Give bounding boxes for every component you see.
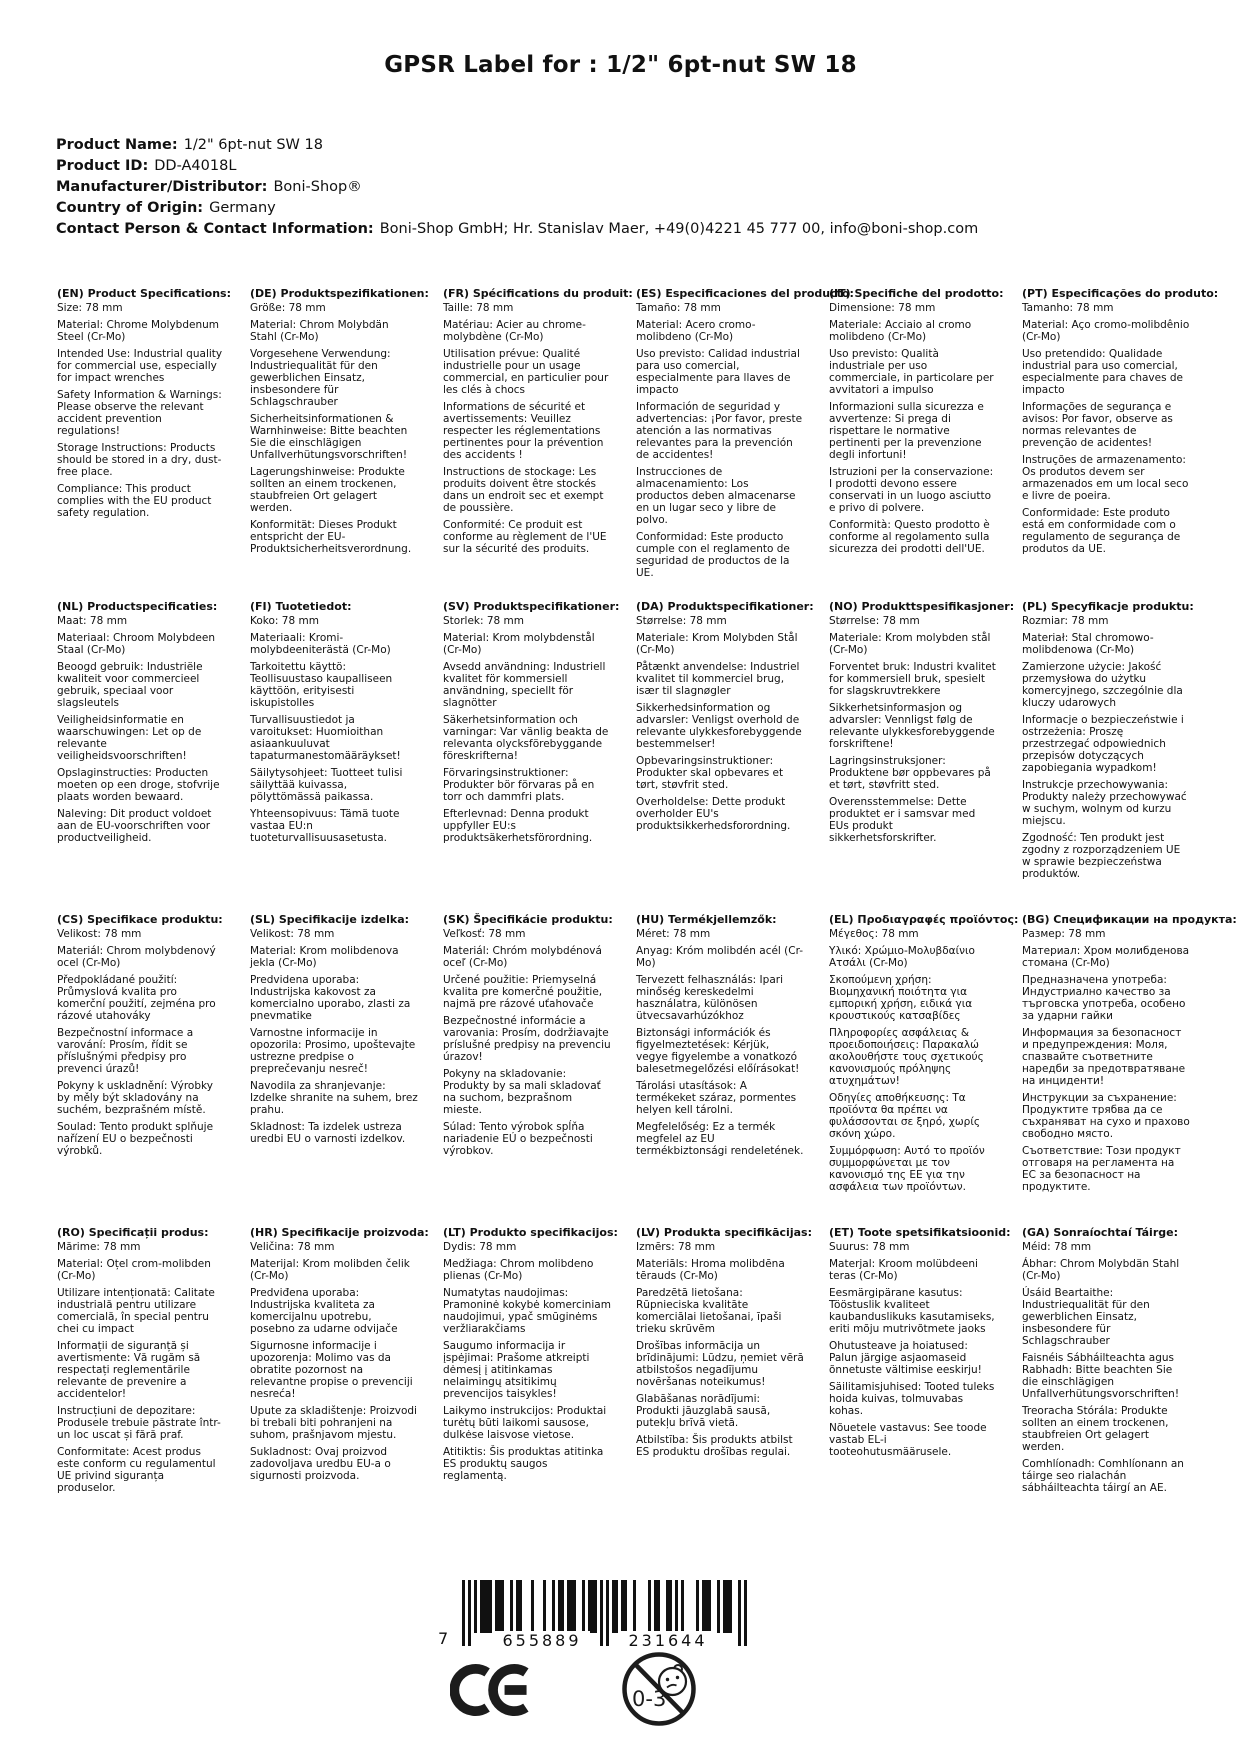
- section-header: (PT) Especificações do produto:: [1022, 287, 1219, 300]
- spec-paragraph: Drošības informācija un brīdinājumi: Lūdzu, ņemiet vērā atbilstošos negadījumu novēršanas noteikumus!: [636, 1340, 804, 1388]
- age-warning-0-3-icon: [620, 1650, 698, 1732]
- section-body: [829, 615, 997, 844]
- spec-paragraph: Materijal: Krom molibden čelik (Cr-Mo): [250, 1258, 410, 1282]
- section-header: (LT) Produkto specifikacijos:: [443, 1226, 618, 1239]
- spec-paragraph: Zamierzone użycie: Jakość przemysłowa do użytku komercyjnego, szczególnie dla kluczy udarowych: [1022, 661, 1183, 709]
- spec-paragraph: Materiaal: Chroom Molybdeen Staal (Cr-Mo): [57, 632, 215, 656]
- spec-paragraph: Tamaño: 78 mm: [636, 302, 721, 314]
- section-body: [57, 302, 225, 519]
- spec-paragraph: Material: Chrome Molybdenum Steel (Cr-Mo): [57, 319, 219, 343]
- spec-paragraph: Conformidad: Este producto cumple con el reglamento de seguridad de productos de la UE.: [636, 531, 790, 579]
- spec-paragraph: Conformidade: Este produto está em conformidade com o regulamento de segurança de produtos da UE.: [1022, 507, 1181, 555]
- spec-paragraph: Material: Krom molibdenova jekla (Cr-Mo): [250, 945, 399, 969]
- spec-paragraph: Upute za skladištenje: Proizvodi bi trebali biti pohranjeni na suhom, prašnjavom mjestu.: [250, 1405, 417, 1441]
- spec-paragraph: Pokyny k uskladnění: Výrobky by měly být skladovány na suchém, bezprašném místě.: [57, 1080, 213, 1116]
- spec-paragraph: Οδηγίες αποθήκευσης: Τα προϊόντα θα πρέπει να φυλάσσονται σε ξηρό, χωρίς σκόνη χώρο.: [829, 1092, 981, 1140]
- spec-paragraph: Размер: 78 mm: [1022, 928, 1106, 940]
- spec-paragraph: Úsáid Beartaithe: Industriequalität für den gewerblichen Einsatz, insbesondere für Schlagschrauber: [1022, 1287, 1150, 1347]
- spec-paragraph: Materjal: Kroom molübdeeni teras (Cr-Mo): [829, 1258, 978, 1282]
- spec-paragraph: Saugumo informacija ir įspėjimai: Prašome atkreipti dėmesį į atitinkamas nelaimingų atsitikimų prevencijos taisykles!: [443, 1340, 590, 1400]
- spec-paragraph: Súlad: Tento výrobok spĺňa nariadenie EÚ o bezpečnosti výrobkov.: [443, 1121, 593, 1157]
- spec-paragraph: Biztonsági információk és figyelmeztetések: Kérjük, vegye figyelembe a vonatkozó balesetmegelőzési előírásokat!: [636, 1027, 800, 1075]
- lang-section-pt: [1022, 287, 1219, 600]
- spec-paragraph: Bezpečnostní informace a varování: Prosím, řídit se příslušnými předpisy pro prevenci úrazů!: [57, 1027, 194, 1075]
- origin-line: [56, 198, 978, 219]
- spec-paragraph: Utilizare intenționată: Calitate industrială pentru utilizare comercială, în special pentru chei cu impact: [57, 1287, 215, 1335]
- section-header: (NL) Productspecificaties:: [57, 600, 218, 613]
- spec-paragraph: Paredzētā lietošana: Rūpnieciska kvalitāte komerciālai lietošanai, īpaši trieku skrūvēm: [636, 1287, 782, 1335]
- spec-paragraph: Conformitate: Acest produs este conform cu regulamentul UE privind siguranța produselor.: [57, 1446, 216, 1494]
- spec-paragraph: Navodila za shranjevanje: Izdelke shranite na suhem, brez prahu.: [250, 1080, 418, 1116]
- spec-paragraph: Istruzioni per la conservazione: I prodotti devono essere conservati in un luogo asciutto e privo di polvere.: [829, 466, 994, 514]
- contact-label: Contact Person & Contact Information:: [56, 221, 374, 237]
- spec-paragraph: Ábhar: Chrom Molybdän Stahl (Cr-Mo): [1022, 1258, 1180, 1282]
- section-header: (ES) Especificaciones del producto:: [636, 287, 854, 300]
- spec-paragraph: Инструкции за съхранение: Продуктите трябва да се съхраняват на сухо и прахово свободно място.: [1022, 1092, 1190, 1140]
- spec-paragraph: Intended Use: Industrial quality for commercial use, especially for impact wrenches: [57, 348, 223, 384]
- spec-paragraph: Zgodność: Ten produkt jest zgodny z rozporządzeniem UE w sprawie bezpieczeństwa produktów.: [1022, 832, 1181, 880]
- manufacturer-label: Manufacturer/Distributor:: [56, 179, 268, 195]
- lang-section-pl: [1022, 600, 1194, 913]
- spec-paragraph: Taille: 78 mm: [443, 302, 514, 314]
- spec-paragraph: Atbilstība: Šis produkts atbilst ES produktu drošības regulai.: [636, 1434, 793, 1458]
- spec-paragraph: Yhteensopivuus: Tämä tuote vastaa EU:n tuoteturvallisuusasetusta.: [250, 808, 400, 844]
- spec-paragraph: Påtænkt anvendelse: Industriel kvalitet til kommerciel brug, især til slagnøgler: [636, 661, 800, 697]
- section-header: (DE) Produktspezifikationen:: [250, 287, 429, 300]
- spec-paragraph: Glabāšanas norādījumi: Produkti jāuzglabā sausā, putekļu brīvā vietā.: [636, 1393, 771, 1429]
- spec-paragraph: Material: Oțel crom-molibden (Cr-Mo): [57, 1258, 211, 1282]
- spec-paragraph: Material: Chrom Molybdän Stahl (Cr-Mo): [250, 319, 389, 343]
- lang-section-sl: [250, 913, 418, 1226]
- spec-paragraph: Pokyny na skladovanie: Produkty by sa mali skladovať na suchom, bezprašnom mieste.: [443, 1068, 601, 1116]
- spec-paragraph: Instrucciones de almacenamiento: Los productos deben almacenarse en un lugar seco y libre de polvo.: [636, 466, 796, 526]
- spec-paragraph: Materiale: Krom molybden stål (Cr-Mo): [829, 632, 991, 656]
- spec-paragraph: Beoogd gebruik: Industriële kwaliteit voor commercieel gebruik, speciaal voor slagsleutels: [57, 661, 203, 709]
- lang-section-da: [636, 600, 814, 913]
- section-header: (NO) Produkttspesifikasjoner:: [829, 600, 1015, 613]
- lang-section-lt: [443, 1226, 618, 1539]
- spec-paragraph: Anyag: Króm molibdén acél (Cr-Mo): [636, 945, 804, 969]
- spec-paragraph: Tarkoitettu käyttö: Teollisuustaso kaupalliseen käyttöön, erityisesti iskupistolles: [250, 661, 393, 709]
- spec-paragraph: Určené použitie: Priemyselná kvalita pre komerčné použitie, najmä pre rázové uťahovače: [443, 974, 603, 1010]
- spec-paragraph: Soulad: Tento produkt splňuje nařízení EU o bezpečnosti výrobků.: [57, 1121, 214, 1157]
- spec-paragraph: Uso previsto: Calidad industrial para uso comercial, especialmente para llaves de impacto: [636, 348, 800, 396]
- section-body: [443, 615, 611, 844]
- section-header: (HR) Specifikacije proizvoda:: [250, 1226, 429, 1239]
- section-body: [250, 302, 418, 555]
- spec-paragraph: Förvaringsinstruktioner: Produkter bör förvaras på en torr och dammfri plats.: [443, 767, 595, 803]
- section-body: [1022, 1241, 1190, 1494]
- section-header: (HU) Termékjellemzők:: [636, 913, 777, 926]
- section-header: (SV) Produktspecifikationer:: [443, 600, 620, 613]
- spec-paragraph: Faisnéis Sábháilteachta agus Rabhadh: Bitte beachten Sie die einschlägigen Unfallverhütungsvorschriften!: [1022, 1352, 1180, 1400]
- section-header: (LV) Produkta specifikācijas:: [636, 1226, 812, 1239]
- section-header: (FI) Tuotetiedot:: [250, 600, 352, 613]
- section-body: [250, 928, 418, 1145]
- spec-paragraph: Maat: 78 mm: [57, 615, 128, 627]
- lang-section-bg: [1022, 913, 1237, 1226]
- origin-value: Germany: [209, 200, 276, 216]
- spec-paragraph: Informations de sécurité et avertissements: Veuillez respecter les réglementations pertinentes pour la prévention des accidents !: [443, 401, 604, 461]
- spec-paragraph: Informații de siguranță și avertismente: Vă rugăm să respectați reglementările relevante de prevenire a accidentelor!: [57, 1340, 201, 1400]
- section-body: [636, 928, 804, 1157]
- spec-paragraph: Dydis: 78 mm: [443, 1241, 517, 1253]
- section-header: (SK) Špecifikácie produktu:: [443, 913, 613, 926]
- spec-paragraph: Lagringsinstruksjoner: Produktene bør oppbevares på et tørt, støvfritt sted.: [829, 755, 991, 791]
- product-name-line: [56, 135, 978, 156]
- spec-paragraph: Størrelse: 78 mm: [829, 615, 920, 627]
- origin-label: Country of Origin:: [56, 200, 204, 216]
- spec-paragraph: Varnostne informacije in opozorila: Prosimo, upoštevajte ustrezne predpise o preprečevanju nesreč!: [250, 1027, 416, 1075]
- spec-paragraph: Tervezett felhasználás: Ipari minőség kereskedelmi használatra, különösen ütvecsavarhúzókhoz: [636, 974, 783, 1022]
- spec-paragraph: Turvallisuustiedot ja varoitukset: Huomioithan asiaankuuluvat tapaturmanestomääräykset!: [250, 714, 401, 762]
- section-body: [829, 1241, 997, 1458]
- lang-section-sv: [443, 600, 620, 913]
- spec-paragraph: Uso pretendido: Qualidade industrial para uso comercial, especialmente para chaves de impacto: [1022, 348, 1184, 396]
- spec-paragraph: Utilisation prévue: Qualité industrielle pour un usage commercial, en particulier pour les clés à chocs: [443, 348, 609, 396]
- section-header: (RO) Specificații produs:: [57, 1226, 209, 1239]
- lang-section-ro: [57, 1226, 225, 1539]
- spec-paragraph: Предназначена употреба: Индустриално качество за търговска употреба, особено за ударни гайки: [1022, 974, 1186, 1022]
- spec-paragraph: Sigurnosne informacije i upozorenja: Molimo vas da obratite pozornost na relevantne propise o prevenciji nesreća!: [250, 1340, 413, 1400]
- spec-paragraph: Säilitamisjuhised: Tooted tuleks hoida kuivas, tolmuvabas kohas.: [829, 1381, 995, 1417]
- section-body: [636, 302, 804, 579]
- lang-section-hu: [636, 913, 804, 1226]
- spec-paragraph: Safety Information & Warnings: Please observe the relevant accident prevention regulations!: [57, 389, 222, 437]
- section-body: [57, 1241, 225, 1494]
- section-body: [57, 615, 225, 844]
- section-body: [250, 615, 418, 844]
- spec-paragraph: Storlek: 78 mm: [443, 615, 525, 627]
- spec-paragraph: Πληροφορίες ασφάλειας & προειδοποιήσεις: Παρακαλώ ακολουθήστε τους σχετικούς κανονισμούς πρόληψης ατυχημάτων!: [829, 1027, 984, 1087]
- lang-section-cs: [57, 913, 225, 1226]
- contact-line: [56, 219, 978, 240]
- lang-section-it: [829, 287, 1004, 600]
- spec-paragraph: Opslaginstructies: Producten moeten op een droge, stofvrije plaats worden bewaard.: [57, 767, 220, 803]
- section-body: [1022, 615, 1190, 880]
- product-id-line: [56, 156, 978, 177]
- spec-paragraph: Materiāls: Hroma molibdēna tērauds (Cr-Mo): [636, 1258, 785, 1282]
- spec-paragraph: Eesmärgipärane kasutus: Tööstuslik kvaliteet kaubanduslikuks kasutamiseks, eriti mõju mutrivõtmete jaoks: [829, 1287, 995, 1335]
- section-header: (PL) Specyfikacje produktu:: [1022, 600, 1194, 613]
- spec-paragraph: Předpokládané použití: Průmyslová kvalita pro komerční použití, zejména pro rázové utahováky: [57, 974, 216, 1022]
- spec-paragraph: Comhlíonadh: Comhlíonann an táirge seo rialachán sábháilteachta táirgí an AE.: [1022, 1458, 1184, 1494]
- spec-paragraph: Lagerungshinweise: Produkte sollten an einem trockenen, staubfreien Ort gelagert werden.: [250, 466, 405, 514]
- spec-paragraph: Megfelelőség: Ez a termék megfelel az EU termékbiztonsági rendeletének.: [636, 1121, 804, 1157]
- section-body: [636, 615, 804, 832]
- spec-paragraph: Ohutusteave ja hoiatused: Palun järgige asjaomaseid õnnetuste vältimise eeskirju!: [829, 1340, 982, 1376]
- spec-paragraph: Veličina: 78 mm: [250, 1241, 335, 1253]
- lang-section-en: [57, 287, 231, 600]
- spec-paragraph: Vorgesehene Verwendung: Industriequalität für den gewerblichen Einsatz, insbesondere für Schlagschrauber: [250, 348, 391, 408]
- ean13-barcode: [438, 1580, 758, 1650]
- lang-section-es: [636, 287, 854, 600]
- spec-paragraph: Mărime: 78 mm: [57, 1241, 141, 1253]
- section-body: [57, 928, 225, 1157]
- spec-paragraph: Informacje o bezpieczeństwie i ostrzeżenia: Proszę przestrzegać odpowiednich przepisów dotyczących zapobiegania wypadkom!: [1022, 714, 1184, 774]
- spec-paragraph: Säkerhetsinformation och varningar: Var vänlig beakta de relevanta olycksförebyggande föreskrifterna!: [443, 714, 609, 762]
- spec-paragraph: Opbevaringsinstruktioner: Produkter skal opbevares et tørt, støvfrit sted.: [636, 755, 784, 791]
- spec-paragraph: Numatytas naudojimas: Pramoninė kokybė komerciniam naudojimui, ypač smūginėms veržliarakčiams: [443, 1287, 611, 1335]
- lang-section-de: [250, 287, 429, 600]
- spec-paragraph: Predviđena uporaba: Industrijska kvaliteta za komercijalnu upotrebu, posebno za udarne odvijače: [250, 1287, 398, 1335]
- spec-paragraph: Materiale: Krom Molybden Stål (Cr-Mo): [636, 632, 798, 656]
- spec-paragraph: Instrucțiuni de depozitare: Produsele trebuie păstrate într-un loc uscat și fără praf.: [57, 1405, 221, 1441]
- lang-section-fi: [250, 600, 418, 913]
- spec-paragraph: Koko: 78 mm: [250, 615, 319, 627]
- spec-paragraph: Konformität: Dieses Produkt entspricht der EU-Produktsicherheitsverordnung.: [250, 519, 412, 555]
- spec-paragraph: Compliance: This product complies with the EU product safety regulation.: [57, 483, 212, 519]
- spec-paragraph: Matériau: Acier au chrome-molybdène (Cr-Mo): [443, 319, 586, 343]
- lang-section-ga: [1022, 1226, 1190, 1539]
- age-warning-text: 0-3: [632, 1687, 667, 1711]
- spec-paragraph: Sukladnost: Ovaj proizvod zadovoljava uredbu EU-a o sigurnosti proizvoda.: [250, 1446, 391, 1482]
- spec-paragraph: Материал: Хром молибденова стомана (Cr-Mo): [1022, 945, 1190, 969]
- spec-paragraph: Materiał: Stal chromowo-molibdenowa (Cr-Mo): [1022, 632, 1154, 656]
- spec-paragraph: Größe: 78 mm: [250, 302, 326, 314]
- spec-paragraph: Materiál: Chróm molybdénová oceľ (Cr-Mo): [443, 945, 602, 969]
- lang-section-et: [829, 1226, 1011, 1539]
- product-id-label: Product ID:: [56, 158, 149, 174]
- section-header: (CS) Specifikace produktu:: [57, 913, 223, 926]
- section-header: (SL) Specifikacije izdelka:: [250, 913, 410, 926]
- spec-paragraph: Instrukcje przechowywania: Produkty należy przechowywać w suchym, wolnym od kurzu miejscu.: [1022, 779, 1187, 827]
- language-grid: [57, 287, 1237, 1539]
- section-header: (DA) Produktspecifikationer:: [636, 600, 814, 613]
- section-body: [636, 1241, 804, 1458]
- section-body: [443, 1241, 611, 1482]
- spec-paragraph: Информация за безопасност и предупреждения: Моля, спазвайте съответните наредби за предотвратяване на инциденти!: [1022, 1027, 1186, 1087]
- product-id-value: DD-A4018L: [154, 158, 237, 174]
- spec-paragraph: Información de seguridad y advertencias: ¡Por favor, preste atención a las normativas relevantes para la prevención de accidentes!: [636, 401, 803, 461]
- spec-paragraph: Medžiaga: Chrom molibdeno plienas (Cr-Mo): [443, 1258, 594, 1282]
- spec-paragraph: Sikkerhetsinformasjon og advarsler: Vennligst følg de relevante ulykkesforebyggende forskriftene!: [829, 702, 995, 750]
- spec-paragraph: Efterlevnad: Denna produkt uppfyller EU:s produktsäkerhetsförordning.: [443, 808, 593, 844]
- spec-paragraph: Overensstemmelse: Dette produktet er i samsvar med EUs produkt sikkerhetsforskrifter.: [829, 796, 976, 844]
- product-name-label: Product Name:: [56, 137, 178, 153]
- spec-paragraph: Suurus: 78 mm: [829, 1241, 910, 1253]
- spec-paragraph: Informazioni sulla sicurezza e avvertenze: Si prega di rispettare le normative pertinenti per la prevenzione degli infortuni!: [829, 401, 984, 461]
- page-title: GPSR Label for : 1/2" 6pt-nut SW 18: [384, 52, 857, 78]
- manufacturer-value: Boni-Shop®: [273, 179, 362, 195]
- spec-paragraph: Material: Krom molybdenstål (Cr-Mo): [443, 632, 595, 656]
- section-body: [250, 1241, 418, 1482]
- spec-paragraph: Υλικό: Χρώμιο-Μολυβδαίνιο Ατσάλι (Cr-Mo): [829, 945, 975, 969]
- spec-paragraph: Tárolási utasítások: A termékeket száraz, pormentes helyen kell tárolni.: [636, 1080, 797, 1116]
- spec-paragraph: Atitiktis: Šis produktas atitinka ES produktų saugos reglamentą.: [443, 1446, 604, 1482]
- spec-paragraph: Velikost: 78 mm: [57, 928, 142, 940]
- spec-paragraph: Forventet bruk: Industri kvalitet for kommersiell bruk, spesielt for slagskruvtrekkere: [829, 661, 996, 697]
- section-header: (GA) Sonraíochtaí Táirge:: [1022, 1226, 1178, 1239]
- spec-paragraph: Naleving: Dit product voldoet aan de EU-voorschriften voor productveiligheid.: [57, 808, 212, 844]
- section-body: [1022, 928, 1190, 1193]
- spec-paragraph: Predvidena uporaba: Industrijska kakovost za komercialno uporabo, zlasti za pnevmatike: [250, 974, 411, 1022]
- section-header: (EL) Προδιαγραφές προϊόντος:: [829, 913, 1019, 926]
- product-info-block: [56, 135, 978, 240]
- barcode-first-digit: 7: [438, 1629, 449, 1648]
- spec-paragraph: Instruções de armazenamento: Os produtos devem ser armazenados em um local seco e livre de poeira.: [1022, 454, 1189, 502]
- section-header: (ET) Toote spetsifikatsioonid:: [829, 1226, 1011, 1239]
- spec-paragraph: Méret: 78 mm: [636, 928, 711, 940]
- ce-mark-icon: [450, 1658, 538, 1726]
- spec-paragraph: Συμμόρφωση: Αυτό το προϊόν συμμορφώνεται με τον κανονισμό της ΕΕ για την ασφάλεια των προϊόντων.: [829, 1145, 985, 1193]
- spec-paragraph: Treoracha Stórála: Produkte sollten an einem trockenen, staubfreien Ort gelagert werden.: [1022, 1405, 1169, 1453]
- spec-paragraph: Instructions de stockage: Les produits doivent être stockés dans un endroit sec et exempt de poussière.: [443, 466, 604, 514]
- spec-paragraph: Nõuetele vastavus: See toode vastab EL-i tooteohutusmäärusele.: [829, 1422, 987, 1458]
- spec-paragraph: Conformità: Questo prodotto è conforme al regolamento sulla sicurezza dei prodotti dell'UE.: [829, 519, 990, 555]
- spec-paragraph: Veiligheidsinformatie en waarschuwingen: Let op de relevante veiligheidsvoorschriften!: [57, 714, 202, 762]
- spec-paragraph: Izmērs: 78 mm: [636, 1241, 716, 1253]
- section-header: (IT) Specifiche del prodotto:: [829, 287, 1004, 300]
- spec-paragraph: Material: Acero cromo-molibdeno (Cr-Mo): [636, 319, 756, 343]
- section-header: (EN) Product Specifications:: [57, 287, 231, 300]
- section-header: (BG) Спецификации на продукта:: [1022, 913, 1237, 926]
- spec-paragraph: Dimensione: 78 mm: [829, 302, 936, 314]
- lang-section-nl: [57, 600, 225, 913]
- barcode-left-digits: 655889: [494, 1631, 590, 1650]
- spec-paragraph: Méid: 78 mm: [1022, 1241, 1092, 1253]
- spec-paragraph: Skladnost: Ta izdelek ustreza uredbi EU o varnosti izdelkov.: [250, 1121, 406, 1145]
- spec-paragraph: Laikymo instrukcijos: Produktai turėtų būti laikomi sausose, dulkėse laisvose vietose.: [443, 1405, 607, 1441]
- spec-paragraph: Σκοπούμενη χρήση: Βιομηχανική ποιότητα για εμπορική χρήση, ειδικά για κρουστικούς κατσαβίδες: [829, 974, 973, 1022]
- lang-section-no: [829, 600, 1015, 913]
- spec-paragraph: Conformité: Ce produit est conforme au règlement de l'UE sur la sécurité des produits.: [443, 519, 607, 555]
- lang-section-lv: [636, 1226, 812, 1539]
- lang-section-hr: [250, 1226, 429, 1539]
- section-body: [829, 302, 997, 555]
- spec-paragraph: Material: Aço cromo-molibdênio (Cr-Mo): [1022, 319, 1190, 343]
- spec-paragraph: Informações de segurança e avisos: Por favor, observe as normas relevantes de prevenção de acidentes!: [1022, 401, 1173, 449]
- contact-value: Boni-Shop GmbH; Hr. Stanislav Maer, +49(0)4221 45 777 00, info@boni-shop.com: [379, 221, 979, 237]
- spec-paragraph: Säilytysohjeet: Tuotteet tulisi säilyttää kuivassa, pölyttömässä paikassa.: [250, 767, 403, 803]
- spec-paragraph: Veľkosť: 78 mm: [443, 928, 526, 940]
- spec-paragraph: Съответствие: Този продукт отговаря на регламента на ЕС за безопасност на продуктите.: [1022, 1145, 1181, 1193]
- section-body: [1022, 302, 1190, 555]
- lang-section-el: [829, 913, 1019, 1226]
- spec-paragraph: Sikkerhedsinformation og advarsler: Venligst overhold de relevante ulykkesforebyggende bestemmelser!: [636, 702, 802, 750]
- section-body: [443, 928, 611, 1157]
- spec-paragraph: Materiál: Chrom molybdenový ocel (Cr-Mo): [57, 945, 216, 969]
- spec-paragraph: Storage Instructions: Products should be stored in a dry, dust-free place.: [57, 442, 222, 478]
- spec-paragraph: Size: 78 mm: [57, 302, 123, 314]
- spec-paragraph: Bezpečnostné informácie a varovania: Prosím, dodržiavajte príslušné predpisy na prevenciu úrazov!: [443, 1015, 611, 1063]
- section-body: [829, 928, 997, 1193]
- lang-section-sk: [443, 913, 611, 1226]
- spec-paragraph: Velikost: 78 mm: [250, 928, 335, 940]
- spec-paragraph: Størrelse: 78 mm: [636, 615, 727, 627]
- spec-paragraph: Rozmiar: 78 mm: [1022, 615, 1109, 627]
- barcode-right-digits: 231644: [620, 1631, 716, 1650]
- spec-paragraph: Avsedd användning: Industriell kvalitet för kommersiell användning, speciellt för slagnötter: [443, 661, 606, 709]
- lang-section-fr: [443, 287, 633, 600]
- spec-paragraph: Materiale: Acciaio al cromo molibdeno (Cr-Mo): [829, 319, 972, 343]
- section-body: [443, 302, 611, 555]
- spec-paragraph: Tamanho: 78 mm: [1022, 302, 1114, 314]
- spec-paragraph: Uso previsto: Qualità industriale per uso commerciale, in particolare per avvitatori a impulso: [829, 348, 994, 396]
- section-header: (FR) Spécifications du produit:: [443, 287, 633, 300]
- manufacturer-line: [56, 177, 978, 198]
- spec-paragraph: Materiaali: Kromi-molybdeeniterästä (Cr-Mo): [250, 632, 391, 656]
- spec-paragraph: Μέγεθος: 78 mm: [829, 928, 919, 940]
- spec-paragraph: Sicherheitsinformationen & Warnhinweise: Bitte beachten Sie die einschlägigen Unfallverhütungsvorschriften!: [250, 413, 408, 461]
- product-name-value: 1/2" 6pt-nut SW 18: [183, 137, 323, 153]
- spec-paragraph: Overholdelse: Dette produkt overholder EU's produktsikkerhedsforordning.: [636, 796, 791, 832]
